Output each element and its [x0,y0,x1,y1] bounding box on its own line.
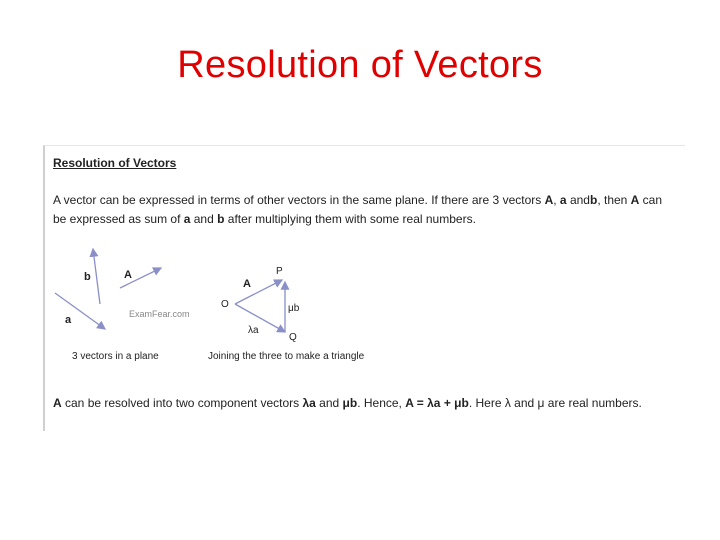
label-A: A [124,269,132,281]
label-P: P [276,266,283,277]
caption-triangle: Joining the three to make a triangle [208,351,365,362]
vector-lambda-a [235,304,285,332]
label-Q: Q [289,332,297,343]
caption-three-vectors: 3 vectors in a plane [72,351,159,362]
watermark: ExamFear.com [129,309,190,319]
content-image-panel [43,145,685,431]
label-b: b [84,271,91,283]
label-lambda-a: λa [248,325,259,336]
vector-b-arrow [93,249,100,304]
panel-heading: Resolution of Vectors [53,156,177,170]
intro-paragraph: A vector can be expressed in terms of other vectors in the same plane. If there are 3 vectors A, a andb, then A can be expressed as sum of a and b after multiplying them with some real numbers. [53,193,663,226]
slide-title: Resolution of Vectors [177,44,543,86]
vector-a-arrow [55,293,105,329]
label-O: O [221,299,229,310]
conclusion-paragraph: A can be resolved into two component vectors λa and μb. Hence, A = λa + μb. Here λ and μ are real numbers. [53,396,642,410]
label-A-triangle: A [243,278,251,290]
label-a: a [65,314,72,326]
vector-diagrams [45,236,685,366]
label-mu-b: μb [288,303,300,314]
